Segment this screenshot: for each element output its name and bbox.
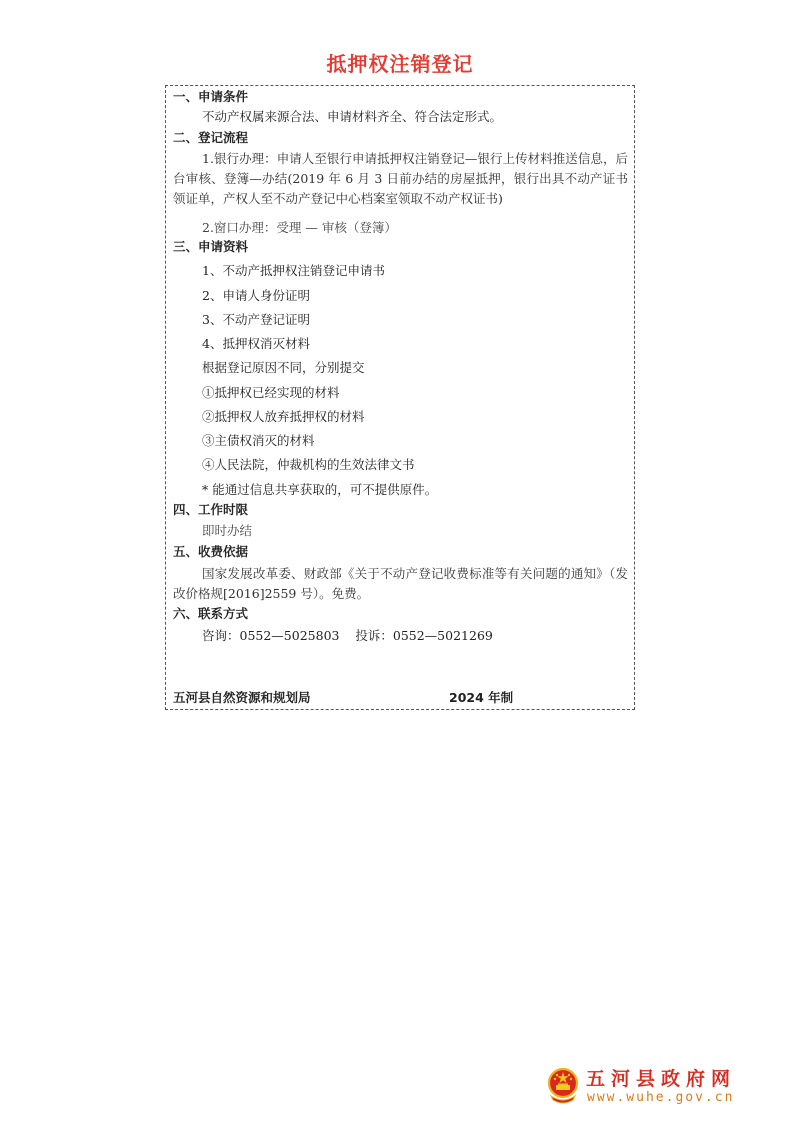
materials-note-intro: 根据登记原因不同，分别提交 — [202, 360, 365, 375]
materials-sub-item: ②抵押权人放弃抵押权的材料 — [202, 409, 365, 424]
site-watermark — [545, 1066, 765, 1110]
process-window-text: 2.窗口办理：受理 — 审核（登簿） — [202, 220, 397, 235]
section-heading-contact: 六、联系方式 — [173, 606, 249, 621]
materials-footnote: * 能通过信息共享获取的，可不提供原件。 — [202, 482, 438, 497]
watermark-site-name: 五河县政府网 — [586, 1068, 737, 1090]
materials-sub-item: ①抵押权已经实现的材料 — [202, 385, 340, 400]
process-bank-text: 1.银行办理：申请人至银行申请抵押权注销登记—银行上传材料推送信息，后台审核、登簿—办结(2019 年 6 月 3 日前办结的房屋抵押，银行出具不动产证书领证单，产权人至不动产登记中心档案室领取不动产权证书) — [173, 151, 628, 206]
section-heading-time-limit: 四、工作时限 — [173, 502, 249, 517]
section-heading-materials: 三、申请资料 — [173, 239, 249, 254]
section-heading-process: 二、登记流程 — [173, 130, 249, 145]
issue-year: 2024 年制 — [449, 690, 514, 705]
page-title: 抵押权注销登记 — [326, 52, 474, 76]
content-box — [165, 85, 635, 710]
contact-text: 咨询：0552—5025803 投诉：0552—5021269 — [202, 628, 493, 643]
watermark-site-url: www.wuhe.gov.cn — [587, 1090, 735, 1105]
time-limit-text: 即时办结 — [202, 523, 253, 538]
section-heading-fee-basis: 五、收费依据 — [173, 544, 249, 559]
materials-sub-item: ③主债权消灭的材料 — [202, 433, 315, 448]
fee-basis-text: 国家发展改革委、财政部《关于不动产登记收费标准等有关问题的通知》（发改价格规[2016]2559 号）。免费。 — [173, 566, 628, 601]
section-heading-conditions: 一、申请条件 — [173, 89, 249, 104]
materials-item: 2、申请人身份证明 — [202, 288, 310, 303]
materials-sub-item: ④人民法院，仲裁机构的生效法律文书 — [202, 457, 415, 472]
materials-item: 4、抵押权消灭材料 — [202, 336, 310, 351]
materials-item: 3、不动产登记证明 — [202, 312, 310, 327]
conditions-text: 不动产权属来源合法、申请材料齐全、符合法定形式。 — [202, 109, 503, 124]
issuer-name: 五河县自然资源和规划局 — [173, 690, 311, 705]
materials-item: 1、不动产抵押权注销登记申请书 — [202, 263, 385, 278]
national-emblem-icon — [545, 1066, 581, 1106]
